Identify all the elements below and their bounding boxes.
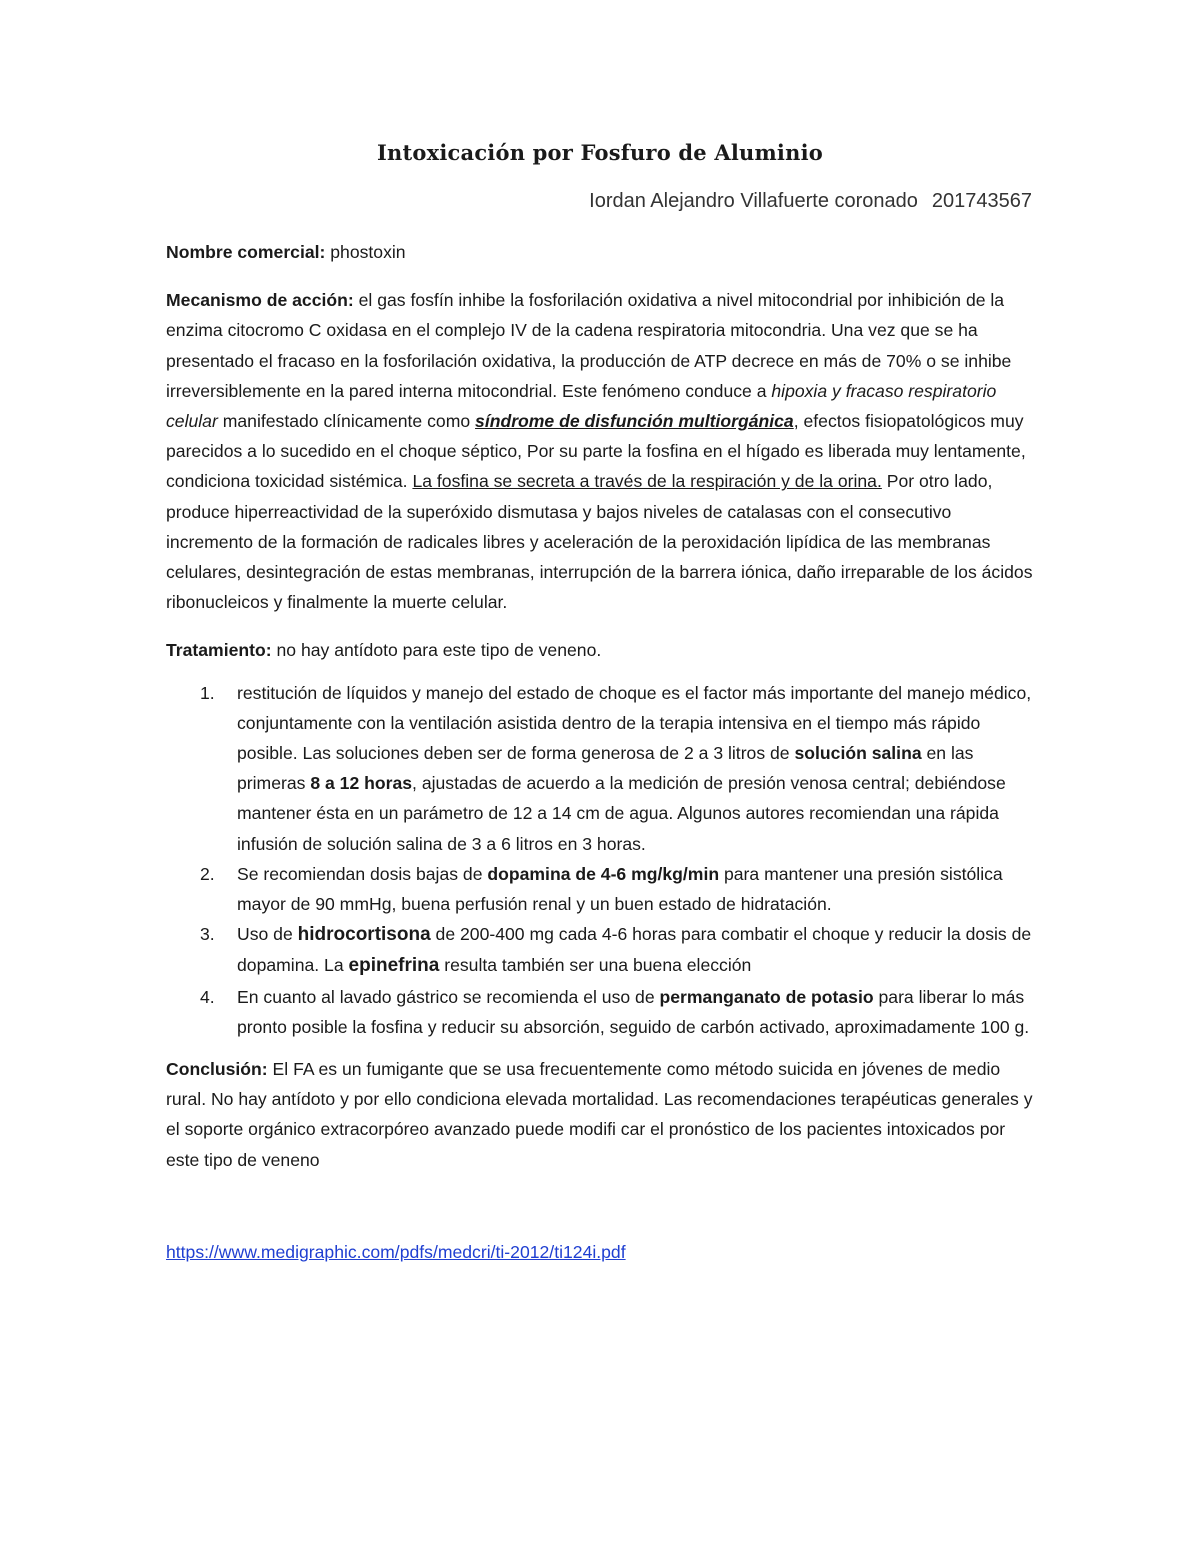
mechanism-syndrome-text: síndrome de disfunción multiorgánica (475, 411, 794, 432)
treatment-paragraph (166, 635, 1036, 665)
list-item (166, 678, 1036, 859)
list-item-text: en las primeras (237, 743, 974, 794)
mechanism-text-4: Por otro lado, produce hiperreactividad de la superóxido dismutasa y bajos niveles de catalasas con el consecutivo incremento de la formación de radicales libres y aceleración de la peroxidación lipídica de las membranas celulares, desintegración de estas membranas, interrupción de la barrera iónica, daño irreparable de los ácidos ribonucleicos y finalmente la muerte celular. (166, 471, 1033, 613)
list-item (166, 859, 1036, 919)
list-item-text: Se recomiendan dosis bajas de (237, 863, 483, 884)
commercial-name-paragraph (166, 237, 1036, 267)
treatment-value: no hay antídoto para este tipo de veneno. (276, 640, 602, 661)
treatment-list (166, 678, 1036, 1042)
author-id: 201743567 (931, 190, 1032, 212)
list-item-number: 4. (200, 986, 215, 1007)
list-item-text: , ajustadas de acuerdo a la medición de presión venosa central; debiéndose mantener ésta en un parámetro de 12 a 14 cm de agua. Algunos autores recomiendan una rápida infusión de solución salina de 3 a 6 litros en 3 horas. (237, 773, 1006, 854)
list-item-bold: hidrocortisona (297, 924, 431, 946)
mechanism-text-3: , efectos fisiopatológicos muy parecidos a lo sucedido en el choque séptico, Por su parte la fosfina en el hígado es liberada muy lentamente, condiciona toxicidad sistémica. (166, 411, 1026, 492)
author-name: Iordan Alejandro Villafuerte coronado (589, 190, 918, 212)
list-item-number: 1. (200, 682, 215, 703)
list-item-text: En cuanto al lavado gástrico se recomienda el uso de (237, 986, 655, 1007)
reference-paragraph (166, 1237, 1036, 1267)
list-item-text: Uso de (237, 924, 293, 945)
list-item-number: 2. (200, 863, 215, 884)
list-item-bold: dopamina de 4-6 mg/kg/min (487, 863, 720, 884)
mechanism-text-2: manifestado clínicamente como (222, 411, 471, 432)
commercial-name-label: Nombre comercial: (166, 242, 326, 262)
conclusion-label: Conclusión: (166, 1059, 268, 1080)
list-item-bold: 8 a 12 horas (310, 773, 413, 794)
list-item-text: para mantener una presión sistólica mayor de 90 mmHg, buena perfusión renal y un buen estado de hidratación. (237, 863, 1003, 915)
list-item-bold: permanganato de potasio (659, 986, 874, 1007)
author-line (589, 190, 1032, 213)
list-item (166, 919, 1036, 981)
list-item-text: resulta también ser una buena elección (444, 955, 752, 976)
document-body (166, 237, 1036, 1267)
list-item-bold: epinefrina (348, 955, 440, 977)
mechanism-label: Mecanismo de acción: (166, 290, 354, 311)
mechanism-text-1: el gas fosfín inhibe la fosforilación oxidativa a nivel mitocondrial por inhibición de la enzima citocromo C oxidasa en el complejo IV de la cadena respiratoria mitocondria. Una vez que se ha presentado el fracaso en la fosforilación oxidativa, la producción de ATP decrece en más de 70% o se inhibe irreversiblemente en la pared interna mitocondrial. Este fenómeno conduce a (166, 290, 1012, 401)
conclusion-paragraph (166, 1054, 1036, 1175)
treatment-label: Tratamiento: (166, 640, 272, 661)
mechanism-paragraph (166, 285, 1036, 617)
mechanism-underlined-text: La fosfina se secreta a través de la respiración y de la orina. (412, 471, 882, 492)
document-title: Intoxicación por Fosfuro de Aluminio (377, 140, 823, 165)
list-item (166, 982, 1036, 1042)
list-item-text: de 200-400 mg cada 4-6 horas para combatir el choque y reducir la dosis de dopamina. La (237, 924, 1032, 976)
reference-link[interactable]: https://www.medigraphic.com/pdfs/medcri/ti-2012/ti124i.pdf (166, 1241, 626, 1262)
list-item-bold: solución salina (794, 743, 922, 764)
conclusion-value: El FA es un fumigante que se usa frecuentemente como método suicida en jóvenes de medio rural. No hay antídoto y por ello condiciona elevada mortalidad. Las recomendaciones terapéuticas generales y el soporte orgánico extracorpóreo avanzado puede modifi car el pronóstico de los pacientes intoxicados por este tipo de veneno (166, 1059, 1033, 1170)
list-item-number: 3. (200, 924, 215, 945)
mechanism-italic-text: hipoxia y fracaso respiratorio celular (166, 380, 997, 432)
commercial-name-value: phostoxin (330, 242, 406, 262)
list-item-text: restitución de líquidos y manejo del estado de choque es el factor más importante del manejo médico, conjuntamente con la ventilación asistida dentro de la terapia intensiva en el tiempo más rápido posible. Las soluciones deben ser de forma generosa de 2 a 3 litros de (237, 682, 1032, 764)
list-item-text: para liberar lo más pronto posible la fosfina y reducir su absorción, seguido de carbón activado, aproximadamente 100 g. (237, 986, 1030, 1037)
